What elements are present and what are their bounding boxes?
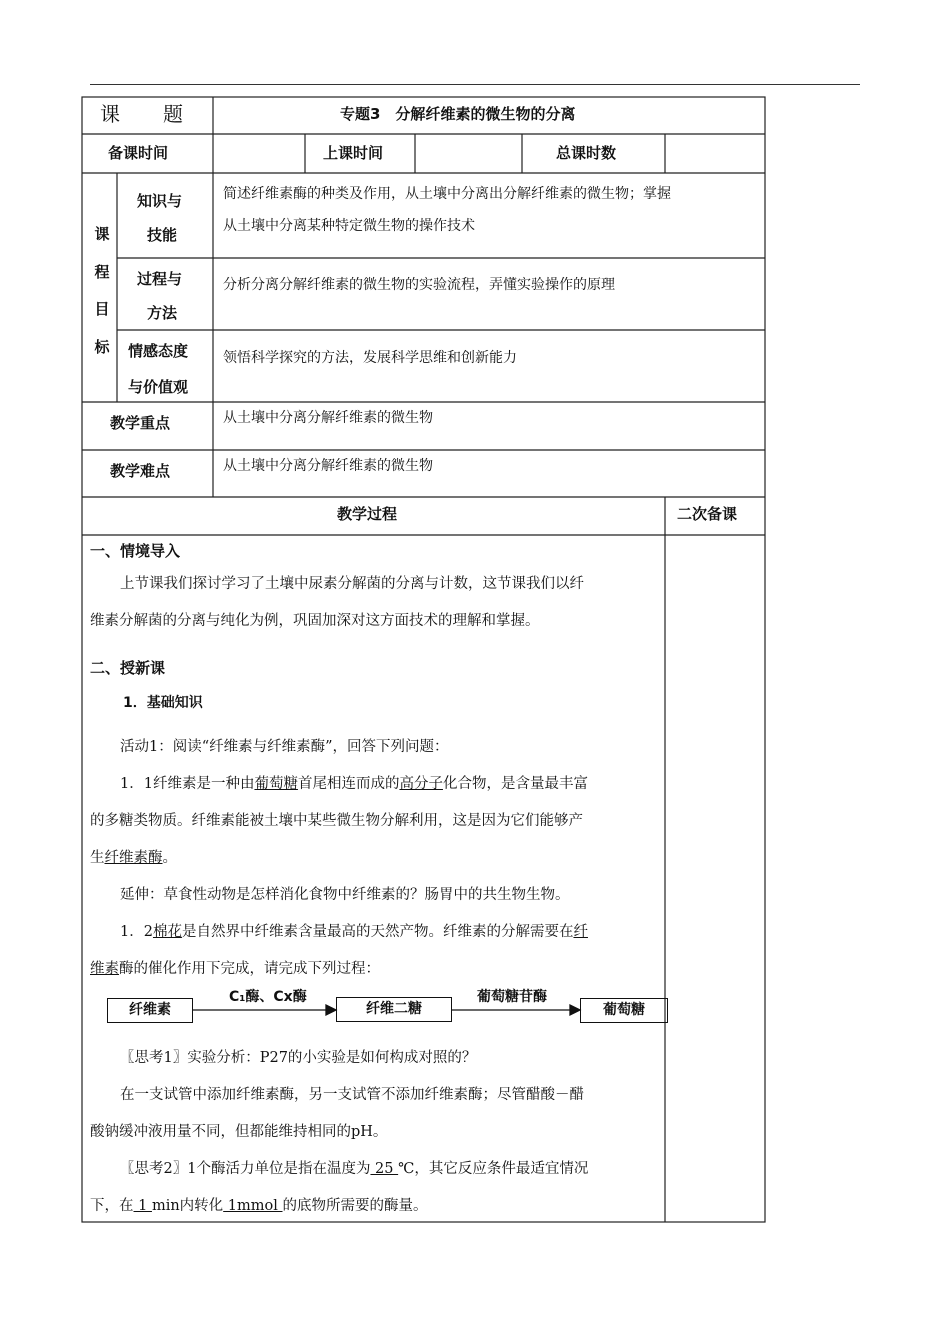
process-header-label: 教学过程 <box>337 505 398 523</box>
prep-time-label: 备课时间 <box>108 144 169 162</box>
section1-paragraph: 上节课我们探讨学习了土壤中尿素分解菌的分离与计数，这节课我们以纤 维素分解菌的分离与纯化为例，巩固加深对这方面技术的理解和掌握。 <box>90 576 584 629</box>
topic-value: 专题3 分解纤维素的微生物的分离 <box>340 105 576 123</box>
extend-line: 延伸：草食性动物是怎样消化食物中纤维素的？肠胃中的共生物生物。 <box>120 887 570 903</box>
think1-question: 〖思考1〗实验分析：P27的小实验是如何构成对照的？ <box>120 1050 477 1066</box>
section2-title: 二、授新课 <box>90 659 166 677</box>
emotion-label: 情感态度 与价值观 <box>128 342 189 396</box>
process-label: 过程与 方法 <box>137 270 183 322</box>
emotion-text: 领悟科学探究的方法，发展科学思维和创新能力 <box>223 350 517 366</box>
knowledge-text: 简述纤维素酶的种类及作用，从土壤中分离出分解纤维素的微生物；掌握 从土壤中分离某种特定微生物的操作技术 <box>223 186 671 234</box>
section1-title: 一、情境导入 <box>90 542 181 560</box>
flow-label-c1-cx-enzyme: C₁酶、Cx酶 <box>229 989 307 1005</box>
think1-answer-1: 在一支试管中添加纤维素酶，另一支试管不添加纤维素酶；尽管醋酸－醋 <box>120 1087 584 1103</box>
think2-line: 〖思考2〗1个酶活力单位是指在温度为 25 ℃，其它反应条件最适宜情况 <box>120 1161 589 1177</box>
key-point-label: 教学重点 <box>110 414 171 432</box>
flow-box-glucose: 葡萄糖 <box>580 998 668 1023</box>
knowledge-label: 知识与 技能 <box>137 192 183 244</box>
flow-label-glucosidase: 葡萄糖苷酶 <box>477 989 547 1005</box>
q12-line: 1．2棉花是自然界中纤维素含量最高的天然产物。纤维素的分解需要在纤 <box>120 924 588 940</box>
section2-subtitle: 1．基础知识 <box>123 695 203 711</box>
second-prep-label: 二次备课 <box>677 505 738 523</box>
think1-answer-2: 酸钠缓冲液用量不同，但都能维持相同的pH。 <box>90 1124 388 1140</box>
q11-line: 1．1纤维素是一种由葡萄糖首尾相连而成的高分子化合物，是含量最丰富 <box>120 776 588 792</box>
flow-box-cellulose: 纤维素 <box>107 998 193 1023</box>
difficulty-label: 教学难点 <box>110 462 171 480</box>
activity-block: 活动1：阅读“纤维素与纤维素酶”，回答下列问题： 1．1纤维素是一种由葡萄糖首尾相连而成的高分子化合物，是含量最丰富 的多糖类物质。纤维素能被土壤中某些微生物分解利用，这是因为它们能够产 生纤维素酶。 延伸：草食性动物是怎样消化食物中纤维素的？肠胃中的共生物生物。 1．2棉花是自然界中纤维素含量最高的天然产物。纤维素的分解需要在纤 维素酶的催化作用下完成，请完成下列过程： <box>90 729 660 988</box>
class-time-label: 上课时间 <box>323 144 384 162</box>
activity-line: 活动1：阅读“纤维素与纤维素酶”，回答下列问题： <box>120 739 449 755</box>
process-text: 分析分离分解纤维素的微生物的实验流程，弄懂实验操作的原理 <box>223 277 615 293</box>
key-point-text: 从土壤中分离分解纤维素的微生物 <box>223 410 433 426</box>
topic-label: 课 题 <box>100 102 184 126</box>
total-hours-label: 总课时数 <box>556 144 617 162</box>
think-block: 〖思考1〗实验分析：P27的小实验是如何构成对照的？ 在一支试管中添加纤维素酶，另一支试管不添加纤维素酶；尽管醋酸－醋 酸钠缓冲液用量不同，但都能维持相同的pH。 〖思考2〗1个酶活力单位是指在温度为 25 ℃，其它反应条件最适宜情况 下，在 1 min内转化 1mmol 的底物所需要的酶量。 <box>90 1040 660 1225</box>
goals-section-label: 课 程 目 标 <box>94 225 110 356</box>
flow-box-cellobiose: 纤维二糖 <box>336 997 452 1022</box>
difficulty-text: 从土壤中分离分解纤维素的微生物 <box>223 458 433 474</box>
